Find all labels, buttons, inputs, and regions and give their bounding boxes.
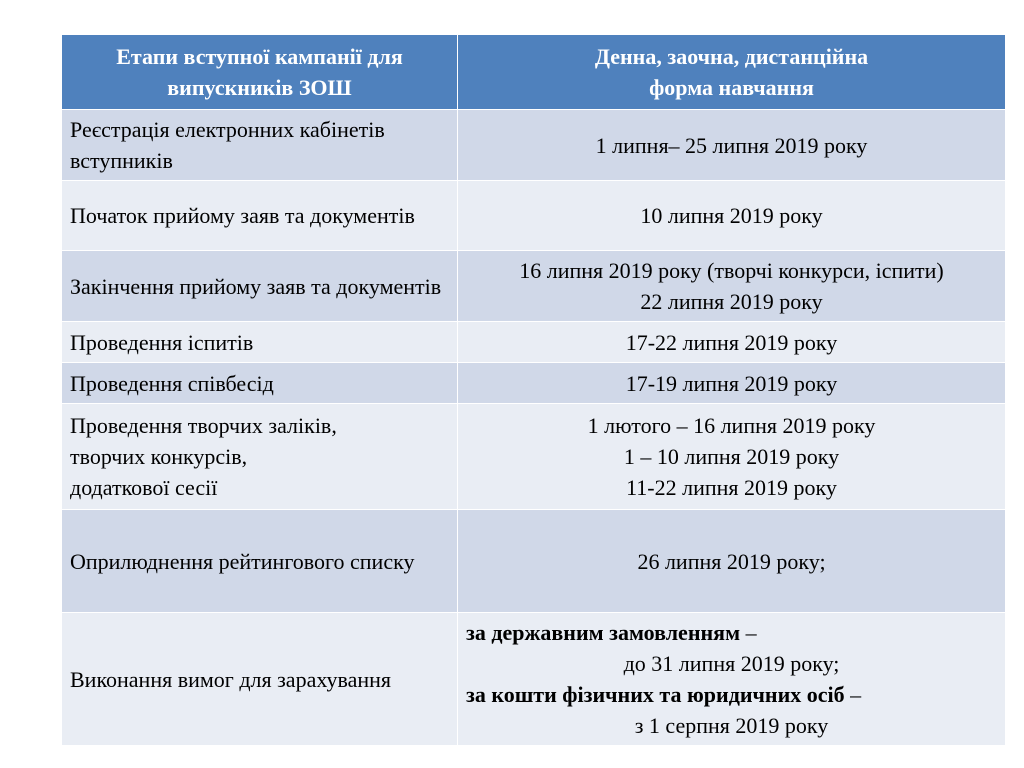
table-row [62,613,1006,746]
private-funds-label: за кошти фізичних та юридичних осіб [466,682,845,707]
header-stages-line1: Етапи вступної кампанії для [116,44,403,69]
date-cell: 17-19 липня 2019 року [458,363,1006,404]
date-line: з 1 серпня 2019 року [634,713,829,738]
stage-cell: Проведення співбесід [62,363,458,404]
table-row [62,251,1006,322]
stage-line: творчих конкурсів, [70,444,248,469]
stage-cell: Оприлюднення рейтингового списку [62,510,458,613]
header-study-form-line2: форма навчання [649,75,814,100]
date-cell: 1 липня– 25 липня 2019 року [458,110,1006,181]
stage-cell [62,404,458,510]
header-study-form-line1: Денна, заочна, дистанційна [594,44,869,69]
date-line [466,617,997,648]
date-line: 16 липня 2019 року (творчі конкурси, іспити) [519,258,944,283]
stage-line: Проведення творчих заліків, [70,413,337,438]
date-cell: 17-22 липня 2019 року [458,322,1006,363]
date-line: до 31 липня 2019 року; [623,651,840,676]
header-stages [62,35,458,110]
date-line: 11-22 липня 2019 року [626,475,837,500]
date-line: 1 – 10 липня 2019 року [623,444,840,469]
table-row [62,110,1006,181]
header-stages-line2: випускників ЗОШ [167,75,352,100]
table-row [62,181,1006,251]
date-line: 1 лютого – 16 липня 2019 року [587,413,876,438]
date-cell: 10 липня 2019 року [458,181,1006,251]
date-line: 22 липня 2019 року [640,289,823,314]
dash: – [740,620,757,645]
stage-cell: Проведення іспитів [62,322,458,363]
date-cell [458,404,1006,510]
table-row [62,404,1006,510]
stage-cell: Початок прийому заяв та документів [62,181,458,251]
table-row [62,363,1006,404]
dash: – [844,682,862,707]
stage-cell: Реєстрація електронних кабінетів вступників [62,110,458,181]
date-cell [458,251,1006,322]
table-row [62,510,1006,613]
table-row [62,322,1006,363]
stage-cell: Виконання вимог для зарахування [62,613,458,746]
admission-schedule-table [61,34,1006,746]
header-row [62,35,1006,110]
state-order-label: за державним замовленням [466,620,741,645]
stage-cell: Закінчення прийому заяв та документів [62,251,458,322]
date-line [466,679,997,710]
stage-line: додаткової сесії [70,475,218,500]
header-study-form [458,35,1006,110]
date-cell [458,613,1006,746]
date-cell: 26 липня 2019 року; [458,510,1006,613]
